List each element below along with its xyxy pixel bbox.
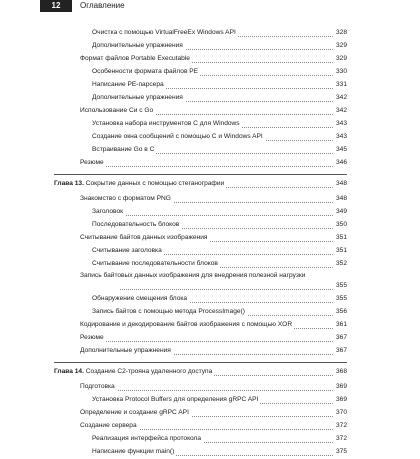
toc-entry-title: Резюме [80,334,104,341]
toc-entry-title: Считывание последовательности блоков [92,260,218,267]
toc-page-number: 346 [335,159,347,166]
toc-entry [80,157,347,170]
toc-chapter [54,178,347,191]
toc-page-number: 329 [335,42,347,49]
toc-entry [80,420,347,433]
toc-page-number: 372 [335,422,347,429]
toc-entry-title: Установка набора инструментов C для Windows [92,120,240,127]
chapter-label: Глава 14. [54,368,84,375]
toc-entry-title: Кодирование и декодирование байтов изображения с помощью XOR [80,321,293,328]
page-header [0,0,420,12]
page-number: 12 [40,0,72,12]
toc-entry-title: Заголовок [92,208,124,215]
toc-page-number: 352 [335,260,347,267]
toc-entry [80,381,347,394]
toc-entry [92,40,347,53]
toc-entry [92,118,347,131]
toc-entry-title: Создание окна сообщений с помощью C и Windows API [92,133,263,140]
toc-page-number: 356 [335,308,347,315]
toc-entry [80,332,347,345]
toc-entry [92,394,347,407]
toc-entry [92,144,347,157]
toc-entry [80,105,347,118]
toc-entry [92,66,347,79]
toc-entry-title: Дополнительные упражнения [80,347,171,354]
toc-entry [92,219,347,232]
toc-entry-title: Установка Protocol Buffers для определения gRPC API [92,396,259,403]
toc-entry-title: Обнаружение смещения блока [92,295,188,302]
toc-page-number: 345 [335,146,347,153]
toc-entry-title: Резюме [80,159,104,166]
toc-page-number: 372 [335,435,347,442]
toc-entry [92,306,347,319]
toc-entry-title: Реализация интерфейса протокола [92,435,202,442]
toc-entry-title: Формат файлов Portable Executable [80,55,190,62]
toc-entry-title: Запись байтов с помощью метода ProcessImage() [92,308,245,315]
toc-entry-title: Встраивание Go в C [92,146,155,153]
toc-entry-title: Особенности формата файлов PE [92,68,199,75]
toc-page-number: 361 [335,321,347,328]
toc-entry-title [54,178,226,189]
toc-entry [80,345,347,358]
toc-entry [92,293,347,306]
toc-page-number: 342 [335,107,347,114]
toc-entry [80,53,347,66]
dot-leader [92,215,347,216]
toc-page-number: 348 [335,180,347,187]
toc-entry-title [54,366,214,377]
toc-entry-title: Написание PE-парсера [92,81,164,88]
toc-page-number: 355 [335,282,347,289]
toc-page-number: 330 [335,68,347,75]
toc-page-number: 355 [335,295,347,302]
toc-page-number: 343 [335,133,347,140]
running-title: Оглавление [80,1,125,10]
toc-entry-title: Считывание заголовка [92,247,162,254]
toc-entry-title: Очистка с помощью VirtualFreeEx Windows API [92,29,236,36]
toc-entry-title: Подготовка [80,383,115,390]
toc-page-number: 367 [335,347,347,354]
toc-entry [80,193,347,206]
toc-page-number: 329 [335,55,347,62]
chapter-title: Сокрытие данных с помощью стеганографии [85,180,225,187]
toc-page-number: 343 [335,120,347,127]
toc-entry [92,131,347,144]
toc-page-number: 328 [335,29,347,36]
chapter-label: Глава 13. [54,180,84,187]
chapter-divider [54,362,347,363]
toc-page-number: 369 [335,396,347,403]
toc-page-number: 375 [335,448,347,455]
toc-entry-title: Дополнительные упражнения [92,94,183,101]
toc-page-number: 342 [335,94,347,101]
toc-entry-title: Считывание байтов данных изображения [80,234,208,241]
toc-entry-title: Дополнительные упражнения [92,42,183,49]
dot-leader [80,390,347,391]
toc-entry-title: Последовательность блоков [92,221,180,228]
toc-page-number: 370 [335,409,347,416]
toc-page-number: 369 [335,383,347,390]
toc-entry [92,245,347,258]
toc-page-number: 368 [335,368,347,375]
dot-leader [80,166,347,167]
toc-entry [92,206,347,219]
toc-entry [80,407,347,420]
toc-entry [92,27,347,40]
toc-entry [92,433,347,446]
toc-entry-title: Знакомство с форматом PNG [80,195,171,202]
chapter-title: Создание C2-трояна удаленного доступа [85,368,213,375]
toc-entry-title: Определение и создание gRPC API [80,409,189,416]
toc-page-number: 350 [335,221,347,228]
toc-entry-title: Создание сервера [80,422,137,429]
toc-chapter [54,366,347,379]
toc-entry [92,446,347,459]
toc-entry-title: Запись байтовых данных изображения для внедрения полезной нагрузки [80,271,322,280]
dot-leader [80,341,347,342]
toc-entry [80,319,347,332]
toc-page-number: 351 [335,234,347,241]
toc-entry [80,271,347,293]
toc-entry-title: Написание функции main() [92,448,175,455]
dot-leader [120,289,347,290]
toc-entry [92,258,347,271]
chapter-divider [54,174,347,175]
toc-entry-title: Использование Си с Go [80,107,154,114]
toc-entry [92,92,347,105]
toc-page-number: 349 [335,208,347,215]
toc-entry [92,79,347,92]
toc-page-number: 331 [335,81,347,88]
toc-page-number: 348 [335,195,347,202]
toc-entry [80,232,347,245]
toc-page-number: 367 [335,334,347,341]
toc-page-number: 351 [335,247,347,254]
